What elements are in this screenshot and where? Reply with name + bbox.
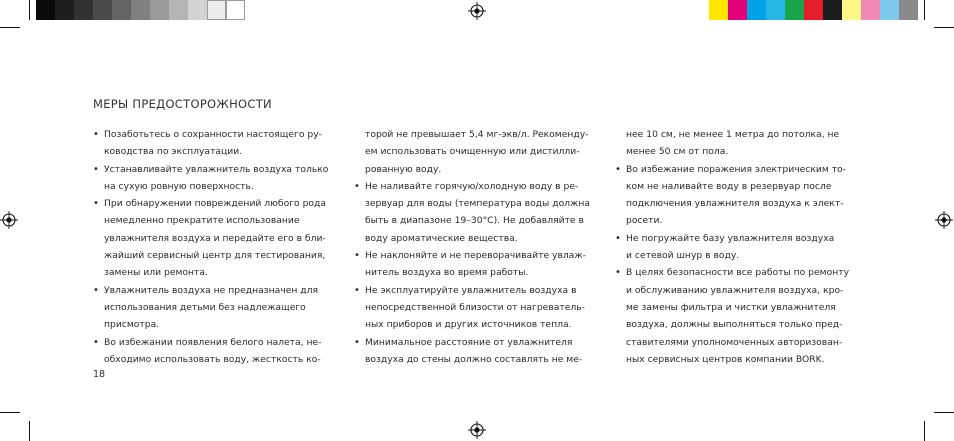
text-line: нитель воздуха во время работы. xyxy=(365,267,529,279)
text-line: и сетевой шнур в воду. xyxy=(626,250,740,262)
text-line: • Во избежании появления белого налета, не- xyxy=(104,336,322,348)
color-swatch xyxy=(899,0,918,20)
text-line: подключения увлажнителя воздуха к элект- xyxy=(626,198,844,210)
gray-swatch xyxy=(150,0,169,20)
text-line: ставителями уполномоченных авторизован- xyxy=(626,336,843,348)
text-line: воздуха, должны выполняться только пред- xyxy=(626,319,843,331)
text-line: • Не погружайте базу увлажнителя воздуха xyxy=(626,232,835,244)
text-line: присмотра. xyxy=(104,319,160,331)
text-line: ных приборов и других источников тепла. xyxy=(365,319,572,331)
crop-mark-bottom-left-vertical xyxy=(29,421,30,441)
crop-mark-bottom-left-horizontal xyxy=(0,412,20,413)
bullet-paragraph xyxy=(93,126,343,161)
text-line: • Во избежание поражения электрическим то- xyxy=(626,163,846,175)
text-line: • В целях безопасности все работы по ремонту xyxy=(626,267,850,279)
gray-swatch xyxy=(188,0,207,20)
bullet-paragraph xyxy=(93,334,343,369)
color-swatch xyxy=(880,0,899,20)
text-line: непосредственной близости от нагреватель- xyxy=(365,301,585,313)
text-line: рованную воду. xyxy=(365,163,442,175)
crop-mark-top-right-horizontal xyxy=(934,27,954,28)
text-line: • При обнаружении повреждений любого рода xyxy=(104,198,326,210)
color-swatch xyxy=(766,0,785,20)
bullet-paragraph xyxy=(615,161,865,230)
text-line: обходимо использовать воду, жесткость ко- xyxy=(104,353,321,365)
crop-mark-top-left-vertical xyxy=(29,0,30,20)
bullet-paragraph xyxy=(354,282,604,334)
gray-swatch xyxy=(112,0,131,20)
text-line: воздуха до стены должно составлять не ме- xyxy=(365,353,583,365)
bullet-paragraph xyxy=(354,178,604,247)
text-line: ме замены фильтра и чистки увлажнителя xyxy=(626,301,836,313)
text-line: зервуар для воды (температура воды должна xyxy=(365,198,590,210)
text-line: • Позаботьтесь о сохранности настоящего ру- xyxy=(104,129,322,140)
text-line: • Минимальное расстояние от увлажнителя xyxy=(365,336,573,348)
gray-swatch xyxy=(74,0,93,20)
bullet-paragraph xyxy=(615,264,865,368)
gray-swatch xyxy=(131,0,150,20)
color-swatch xyxy=(785,0,804,20)
color-swatch xyxy=(728,0,747,20)
continuation-paragraph xyxy=(615,126,865,161)
registration-mark-bottom-icon xyxy=(468,421,486,439)
gray-swatch xyxy=(93,0,112,20)
registration-mark-left-icon xyxy=(0,211,18,229)
text-column-2 xyxy=(354,126,604,368)
text-line: • Не наливайте горячую/холодную воду в ре- xyxy=(365,180,579,192)
text-column-1 xyxy=(93,126,343,368)
text-line: нее 10 см, не менее 1 метра до потолка, не xyxy=(626,129,840,140)
gray-swatch xyxy=(55,0,74,20)
text-line: торой не превышает 5,4 мг-экв/л. Рекоменду- xyxy=(365,129,589,140)
text-line: замены или ремонта. xyxy=(104,267,208,279)
text-line: ком не наливайте воду в резервуар после xyxy=(626,180,832,192)
registration-mark-right-icon xyxy=(935,211,953,229)
crop-mark-top-left-horizontal xyxy=(0,27,20,28)
crop-mark-top-right-vertical xyxy=(924,0,925,20)
color-swatch xyxy=(804,0,823,20)
crop-mark-bottom-right-horizontal xyxy=(934,412,954,413)
color-calibration-strip xyxy=(709,0,918,20)
bullet-paragraph xyxy=(354,247,604,282)
bullet-paragraph xyxy=(615,230,865,265)
text-line: росети. xyxy=(626,215,663,227)
text-line: использования детьми без надлежащего xyxy=(104,301,306,313)
gray-swatch xyxy=(169,0,188,20)
text-line: • Устанавливайте увлажнитель воздуха только xyxy=(104,163,329,175)
text-line: быть в диапазоне 19–30°С). Не добавляйте в xyxy=(365,215,584,227)
bullet-paragraph xyxy=(354,334,604,369)
color-swatch xyxy=(842,0,861,20)
text-line: на сухую ровную поверхность. xyxy=(104,180,254,192)
bullet-paragraph xyxy=(93,282,343,334)
text-line: ководства по эксплуатации. xyxy=(104,146,243,158)
text-line: ем использовать очищенную или дистилли- xyxy=(365,146,580,158)
color-swatch xyxy=(823,0,842,20)
bullet-paragraph xyxy=(93,161,343,196)
text-line: • Увлажнитель воздуха не предназначен для xyxy=(104,284,319,296)
grayscale-calibration-strip xyxy=(36,0,245,20)
text-line: • Не наклоняйте и не переворачивайте увлаж- xyxy=(365,250,586,262)
text-column-3 xyxy=(615,126,865,368)
text-line: менее 50 см от пола. xyxy=(626,146,729,158)
text-line: жайший сервисный центр для тестирования, xyxy=(104,250,326,262)
color-swatch xyxy=(747,0,766,20)
gray-swatch xyxy=(36,0,55,20)
text-line: воду ароматические вещества. xyxy=(365,232,518,244)
gray-swatch xyxy=(226,0,245,20)
gray-swatch xyxy=(207,0,226,20)
text-line: увлажнителя воздуха и передайте его в бли- xyxy=(104,232,326,244)
color-swatch xyxy=(709,0,728,20)
color-swatch xyxy=(861,0,880,20)
text-line: немедленно прекратите использование xyxy=(104,215,300,227)
text-line: • Не эксплуатируйте увлажнитель воздуха в xyxy=(365,284,577,296)
continuation-paragraph xyxy=(354,126,604,178)
text-line: и обслуживанию увлажнителя воздуха, кро- xyxy=(626,284,844,296)
crop-mark-bottom-right-vertical xyxy=(924,421,925,441)
text-line: ных сервисных центров компании BORK. xyxy=(626,353,825,365)
page-title: МЕРЫ ПРЕДОСТОРОЖНОСТИ xyxy=(93,97,272,111)
bullet-paragraph xyxy=(93,195,343,281)
page-number: 18 xyxy=(93,369,106,380)
registration-mark-top-icon xyxy=(468,2,486,20)
